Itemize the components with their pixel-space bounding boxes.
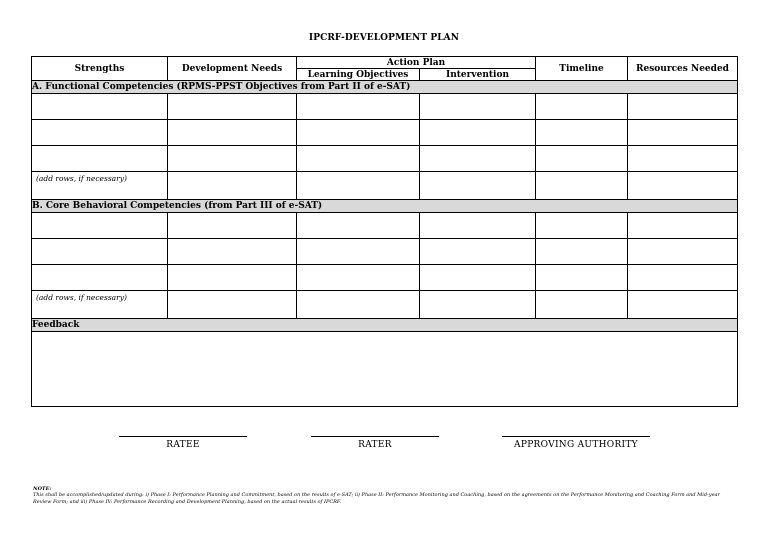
table-row: [32, 291, 738, 319]
feedback-field[interactable]: [32, 332, 738, 407]
header-development-needs: Development Needs: [168, 57, 297, 81]
table-row: [32, 213, 738, 239]
table-cell[interactable]: [536, 265, 628, 291]
table-cell[interactable]: [297, 120, 420, 146]
table-cell[interactable]: [297, 265, 420, 291]
table-cell[interactable]: [420, 172, 536, 200]
table-cell[interactable]: [536, 291, 628, 319]
table-cell[interactable]: [420, 265, 536, 291]
table-cell[interactable]: [168, 213, 297, 239]
table-cell[interactable]: [628, 239, 738, 265]
table-cell[interactable]: [297, 239, 420, 265]
approving-authority-signature-line[interactable]: APPROVING AUTHORITY: [502, 436, 650, 450]
table-cell[interactable]: [420, 291, 536, 319]
table-cell[interactable]: [420, 94, 536, 120]
table-cell[interactable]: [628, 146, 738, 172]
table-cell[interactable]: [168, 146, 297, 172]
table-cell[interactable]: [628, 120, 738, 146]
table-cell[interactable]: [420, 120, 536, 146]
table-cell[interactable]: [297, 94, 420, 120]
table-cell[interactable]: [297, 291, 420, 319]
table-cell[interactable]: [32, 120, 168, 146]
table-cell[interactable]: [168, 94, 297, 120]
table-cell[interactable]: [628, 94, 738, 120]
table-cell[interactable]: [420, 239, 536, 265]
table-cell[interactable]: [168, 239, 297, 265]
table-cell[interactable]: [628, 265, 738, 291]
table-cell[interactable]: [536, 146, 628, 172]
page-title: IPCRF-DEVELOPMENT PLAN: [308, 33, 460, 43]
section-core-competencies: B. Core Behavioral Competencies (from Part III of e-SAT): [32, 200, 738, 213]
table-row: [32, 265, 738, 291]
table-cell[interactable]: [536, 213, 628, 239]
table-row: [32, 94, 738, 120]
table-cell[interactable]: [420, 213, 536, 239]
table-cell[interactable]: [420, 146, 536, 172]
add-rows-note[interactable]: (add rows, if necessary): [32, 172, 168, 200]
table-cell[interactable]: [536, 120, 628, 146]
table-cell[interactable]: [628, 172, 738, 200]
table-row: [32, 239, 738, 265]
table-cell[interactable]: [297, 172, 420, 200]
rater-signature-line[interactable]: RATER: [311, 436, 439, 450]
header-learning-objectives: Learning Objectives: [297, 69, 420, 81]
note-label: NOTE:: [33, 486, 52, 492]
add-rows-note[interactable]: (add rows, if necessary): [32, 291, 168, 319]
section-feedback: Feedback: [32, 319, 738, 332]
table-cell[interactable]: [168, 265, 297, 291]
table-cell[interactable]: [536, 172, 628, 200]
table-cell[interactable]: [32, 265, 168, 291]
table-cell[interactable]: [32, 239, 168, 265]
table-cell[interactable]: [32, 94, 168, 120]
table-cell[interactable]: [297, 213, 420, 239]
header-action-plan: Action Plan: [297, 57, 536, 69]
table-cell[interactable]: [536, 239, 628, 265]
table-cell[interactable]: [32, 213, 168, 239]
table-cell[interactable]: [628, 291, 738, 319]
header-intervention: Intervention: [420, 69, 536, 81]
table-row: [32, 172, 738, 200]
table-row: [32, 120, 738, 146]
table-cell[interactable]: [297, 146, 420, 172]
table-cell[interactable]: [168, 291, 297, 319]
header-timeline: Timeline: [536, 57, 628, 81]
table-cell[interactable]: [168, 172, 297, 200]
section-functional-competencies: A. Functional Competencies (RPMS-PPST Objectives from Part II of e-SAT): [32, 81, 738, 94]
development-plan-table: [31, 56, 738, 407]
table-cell[interactable]: [168, 120, 297, 146]
ratee-signature-line[interactable]: RATEE: [119, 436, 247, 450]
table-row: [32, 146, 738, 172]
table-cell[interactable]: [32, 146, 168, 172]
header-resources-needed: Resources Needed: [628, 57, 738, 81]
table-cell[interactable]: [628, 213, 738, 239]
table-cell[interactable]: [536, 94, 628, 120]
note-text: This shall be accomplished/updated during: i) Phase I: Performance Planning and Commitment, based on the results of e-SAT; ii) Phase II: Performance Monitoring and Coaching, based on the agreements on the Performance Monitoring and Coaching Form and Mid-year Review Form; and iii) Phase IV: Performance Recording and Development Planning, based on the actual results of IPCRF.: [33, 492, 720, 505]
header-strengths: Strengths: [32, 57, 168, 81]
